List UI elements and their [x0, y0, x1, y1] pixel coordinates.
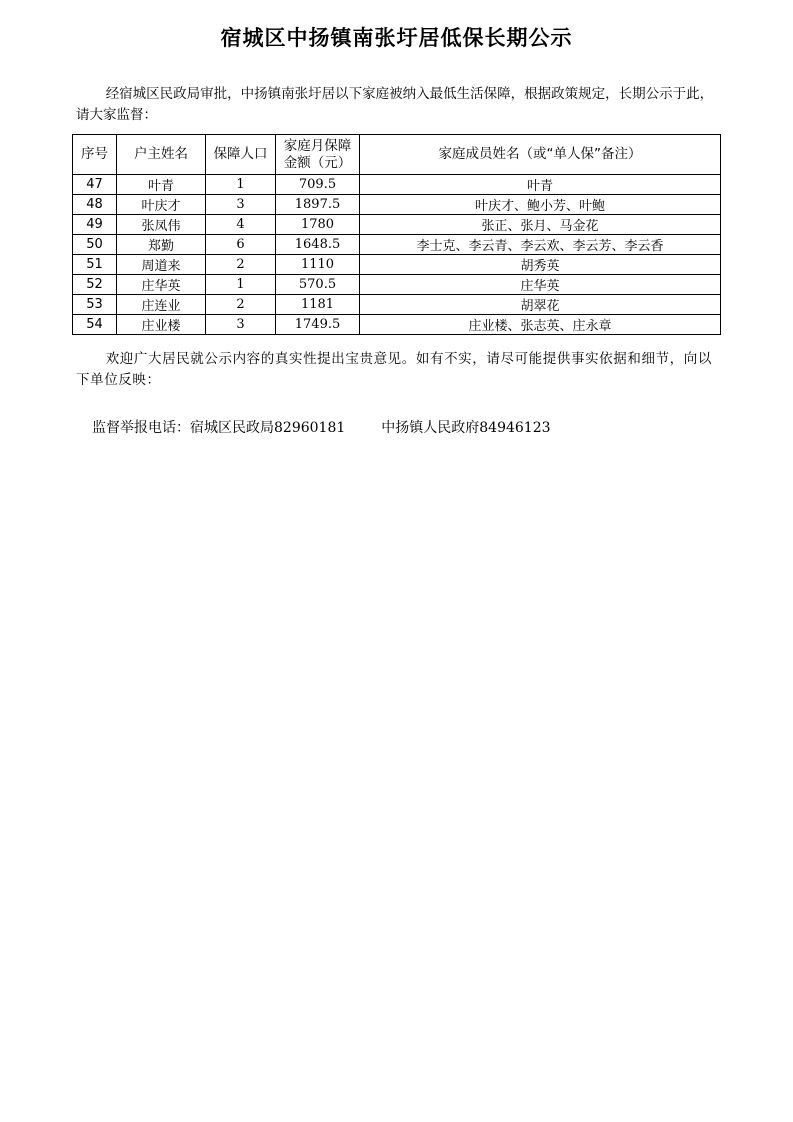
- cell-covered-persons: 1: [206, 275, 276, 295]
- town-government-hotline: 中扬镇人民政府84946123: [381, 420, 551, 436]
- cell-seq: 48: [73, 195, 117, 215]
- cell-family-members: 胡翠花: [360, 295, 721, 315]
- table-row: [73, 235, 721, 255]
- cell-covered-persons: 3: [206, 195, 276, 215]
- table-row: [73, 295, 721, 315]
- cell-householder: 张凤伟: [117, 215, 206, 235]
- cell-monthly-amount: 1181: [276, 295, 360, 315]
- cell-monthly-amount: 1897.5: [276, 195, 360, 215]
- cell-seq: 47: [73, 175, 117, 195]
- header-seq: 序号: [73, 135, 117, 175]
- cell-family-members: 张正、张月、马金花: [360, 215, 721, 235]
- table-header-row: [73, 135, 721, 175]
- cell-seq: 54: [73, 315, 117, 335]
- cell-householder: 庄业楼: [117, 315, 206, 335]
- cell-monthly-amount: 1749.5: [276, 315, 360, 335]
- cell-covered-persons: 1: [206, 175, 276, 195]
- subsistence-roster-table: [72, 134, 721, 335]
- cell-householder: 庄华英: [117, 275, 206, 295]
- cell-householder: 庄连业: [117, 295, 206, 315]
- table-row: [73, 275, 721, 295]
- cell-family-members: 叶庆才、鲍小芳、叶鲍: [360, 195, 721, 215]
- cell-family-members: 叶青: [360, 175, 721, 195]
- civil-affairs-hotline: 监督举报电话：宿城区民政局82960181: [92, 420, 346, 436]
- header-monthly-amount-line1: 家庭月保障: [283, 137, 352, 154]
- cell-seq: 50: [73, 235, 117, 255]
- table-row: [73, 215, 721, 235]
- header-householder: 户主姓名: [117, 135, 206, 175]
- cell-seq: 53: [73, 295, 117, 315]
- cell-monthly-amount: 1780: [276, 215, 360, 235]
- table-row: [73, 175, 721, 195]
- cell-householder: 周道来: [117, 255, 206, 275]
- cell-householder: 叶青: [117, 175, 206, 195]
- cell-householder: 郑勤: [117, 235, 206, 255]
- cell-family-members: 胡秀英: [360, 255, 721, 275]
- cell-monthly-amount: 1648.5: [276, 235, 360, 255]
- cell-monthly-amount: 709.5: [276, 175, 360, 195]
- cell-covered-persons: 4: [206, 215, 276, 235]
- cell-family-members: 李士克、李云青、李云欢、李云芳、李云香: [360, 235, 721, 255]
- header-monthly-amount-line2: 金额（元）: [283, 154, 352, 171]
- cell-seq: 51: [73, 255, 117, 275]
- cell-monthly-amount: 570.5: [276, 275, 360, 295]
- cell-family-members: 庄华英: [360, 275, 721, 295]
- table-row: [73, 195, 721, 215]
- contact-line: [92, 417, 551, 437]
- cell-covered-persons: 6: [206, 235, 276, 255]
- cell-covered-persons: 2: [206, 255, 276, 275]
- cell-seq: 49: [73, 215, 117, 235]
- header-monthly-amount: [276, 135, 360, 175]
- header-covered-persons: 保障人口: [206, 135, 276, 175]
- closing-paragraph: 欢迎广大居民就公示内容的真实性提出宝贵意见。如有不实，请尽可能提供事实依据和细节，向以下单位反映：: [76, 351, 712, 388]
- intro-paragraph: 经宿城区民政局审批，中扬镇南张圩居以下家庭被纳入最低生活保障，根据政策规定，长期公示于此，请大家监督：: [76, 86, 714, 123]
- cell-covered-persons: 2: [206, 295, 276, 315]
- table-row: [73, 315, 721, 335]
- cell-family-members: 庄业楼、张志英、庄永章: [360, 315, 721, 335]
- table-body: [73, 175, 721, 335]
- cell-seq: 52: [73, 275, 117, 295]
- page-title: 宿城区中扬镇南张圩居低保长期公示: [220, 26, 573, 50]
- cell-covered-persons: 3: [206, 315, 276, 335]
- header-family-members: 家庭成员姓名（或“单人保”备注）: [360, 135, 721, 175]
- table-row: [73, 255, 721, 275]
- cell-monthly-amount: 1110: [276, 255, 360, 275]
- cell-householder: 叶庆才: [117, 195, 206, 215]
